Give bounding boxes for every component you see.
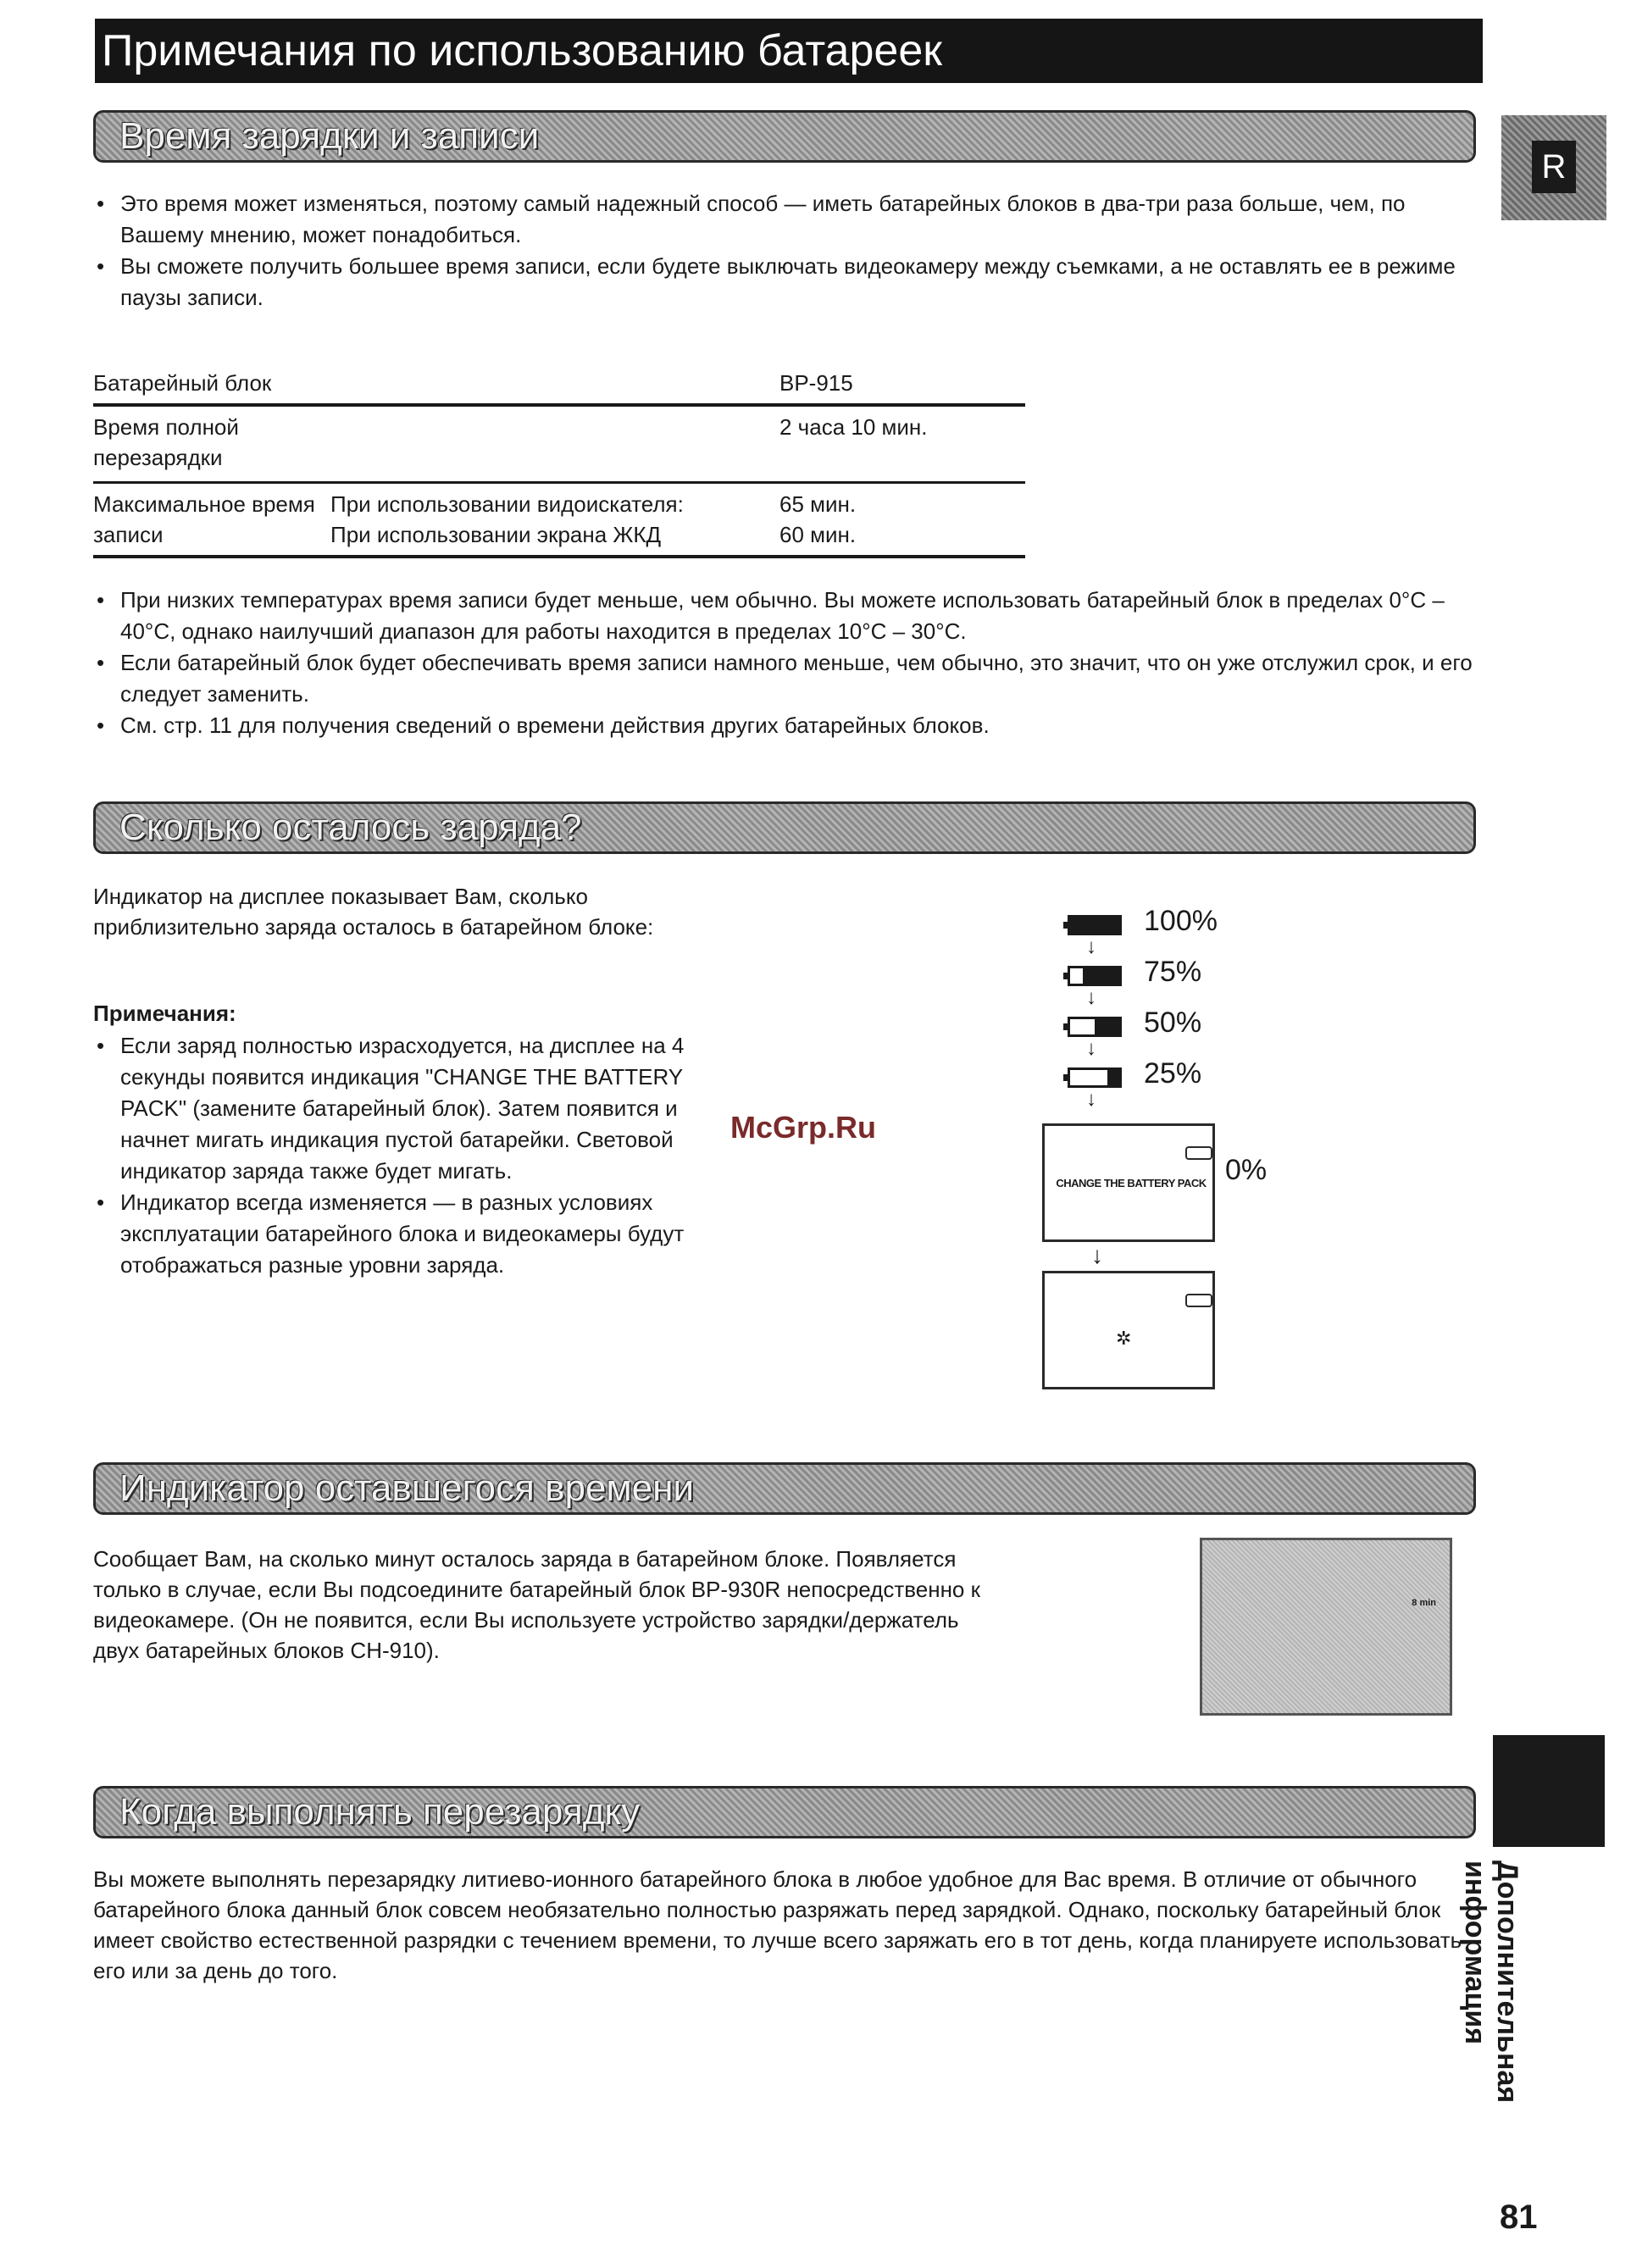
watermark: McGrp.Ru	[730, 1110, 877, 1145]
side-section-label	[1447, 1860, 1523, 2115]
table-cell: 65 мин.	[779, 491, 857, 517]
section2-notes	[93, 1030, 746, 1281]
list-item: • Индикатор всегда изменяется — в разных условиях эксплуатации батарейного блока и видеокамеры будут отображаться разные уровни заряда.	[93, 1187, 746, 1281]
table-cell: 60 мин.	[779, 522, 857, 547]
battery-level-icon	[1068, 966, 1122, 986]
arrow-down-icon: ↓	[1091, 1242, 1103, 1268]
empty-battery-icon	[1185, 1294, 1212, 1307]
side-label-line: информация	[1459, 1860, 1491, 2045]
table-cell: При использовании экрана ЖКД	[330, 522, 662, 547]
section-heading-charge-time	[93, 110, 1476, 163]
zero-percent-label: 0%	[1225, 1154, 1268, 1186]
battery-level-label: 100%	[1144, 905, 1218, 937]
battery-level-icon	[1068, 915, 1122, 935]
arrow-down-icon: ↓	[1086, 935, 1096, 958]
change-battery-screen	[1042, 1123, 1215, 1242]
battery-level-diagram	[1068, 905, 1322, 1125]
battery-table	[93, 368, 1025, 558]
remaining-time-screen	[1200, 1538, 1452, 1716]
list-item: • Если батарейный блок будет обеспечивать время записи намного меньше, чем обычно, это значит, что он уже отслужил срок, и его следует заменить.	[93, 647, 1474, 710]
table-row-label: Время полной перезарядки	[93, 414, 239, 470]
list-item: • См. стр. 11 для получения сведений о времени действия других батарейных блоков.	[93, 710, 1474, 741]
section-heading-text: Индикатор оставшегося времени	[119, 1467, 694, 1509]
arrow-down-icon: ↓	[1086, 1037, 1096, 1060]
language-tab	[1501, 115, 1606, 220]
table-cell: При использовании видоискателя:	[330, 491, 684, 517]
section3-text: Сообщает Вам, на сколько минут осталось заряда в батарейном блоке. Появляется только в случае, если Вы подсоедините батарейный блок BP-930R непосредственно к видеокамере. (Он не появится, если Вы используете устройство зарядки/держатель двух батарейных блоков CH-910).	[93, 1546, 980, 1663]
section-heading-remaining-time	[93, 1462, 1476, 1515]
blinking-indicator-icon: ✲	[1116, 1328, 1132, 1349]
remaining-time-readout: 8 min	[1412, 1598, 1436, 1608]
arrow-down-icon: ↓	[1086, 986, 1096, 1009]
list-item: • При низких температурах время записи будет меньше, чем обычно. Вы можете использовать батарейный блок в пределах 0°C – 40°C, однако наилучший диапазон для работы находится в пределах 10°C – 30°C.	[93, 585, 1474, 647]
screen-message: CHANGE THE BATTERY PACK	[1056, 1177, 1207, 1189]
side-marker-block	[1493, 1735, 1605, 1847]
list-item: • Вы сможете получить большее время записи, если будете выключать видеокамеру между съемками, а не оставлять ее в режиме паузы записи.	[93, 251, 1474, 313]
table-row-label: Максимальное время записи	[93, 491, 315, 547]
list-item: • Если заряд полностью израсходуется, на дисплее на 4 секунды появится индикация "CHANGE THE BATTERY PACK" (замените батарейный блок). Затем появится и начнет мигать индикация пустой батарейки. Световой индикатор заряда также будет мигать.	[93, 1030, 746, 1187]
table-model: BP-915	[779, 370, 853, 396]
notes-title: Примечания:	[93, 1001, 236, 1026]
battery-level-icon	[1068, 1067, 1122, 1088]
page-title: Примечания по использованию батареек	[95, 19, 1483, 83]
table-cell: 2 часа 10 мин.	[779, 414, 928, 440]
section-heading-text: Когда выполнять перезарядку	[119, 1791, 641, 1833]
section1-bullets	[93, 188, 1474, 313]
section-heading-charge-left	[93, 801, 1476, 854]
arrow-down-icon: ↓	[1086, 1088, 1096, 1111]
language-tab-letter: R	[1532, 141, 1576, 193]
section-heading-text: Сколько осталось заряда?	[119, 807, 582, 848]
page-number: 81	[1500, 2199, 1538, 2236]
battery-level-label: 50%	[1144, 1006, 1202, 1039]
battery-level-icon	[1068, 1017, 1122, 1037]
section1-bullets-2	[93, 585, 1474, 741]
side-label-line: Дополнительная	[1491, 1860, 1523, 2104]
section-heading-when-to-charge	[93, 1786, 1476, 1838]
section-heading-text: Время зарядки и записи	[119, 115, 540, 157]
empty-battery-icon	[1185, 1146, 1212, 1160]
battery-level-label: 25%	[1144, 1057, 1202, 1090]
section2-intro: Индикатор на дисплее показывает Вам, сколько приблизительно заряда осталось в батарейном блоке:	[93, 884, 654, 940]
blinking-battery-screen	[1042, 1271, 1215, 1389]
section4-text: Вы можете выполнять перезарядку литиево-ионного батарейного блока в любое удобное для Вас время. В отличие от обычного батарейного блока данный блок совсем необязательно полностью разряжать перед зарядкой. Однако, поскольку батарейный блок имеет свойство естественной разрядки с течением времени, то лучше всего заряжать его в тот день, когда планируете использовать его или за день до того.	[93, 1866, 1462, 1983]
list-item: • Это время может изменяться, поэтому самый надежный способ — иметь батарейных блоков в два-три раза больше, чем, по Вашему мнению, может понадобиться.	[93, 188, 1474, 251]
battery-level-label: 75%	[1144, 956, 1202, 988]
table-col-header: Батарейный блок	[93, 370, 272, 396]
